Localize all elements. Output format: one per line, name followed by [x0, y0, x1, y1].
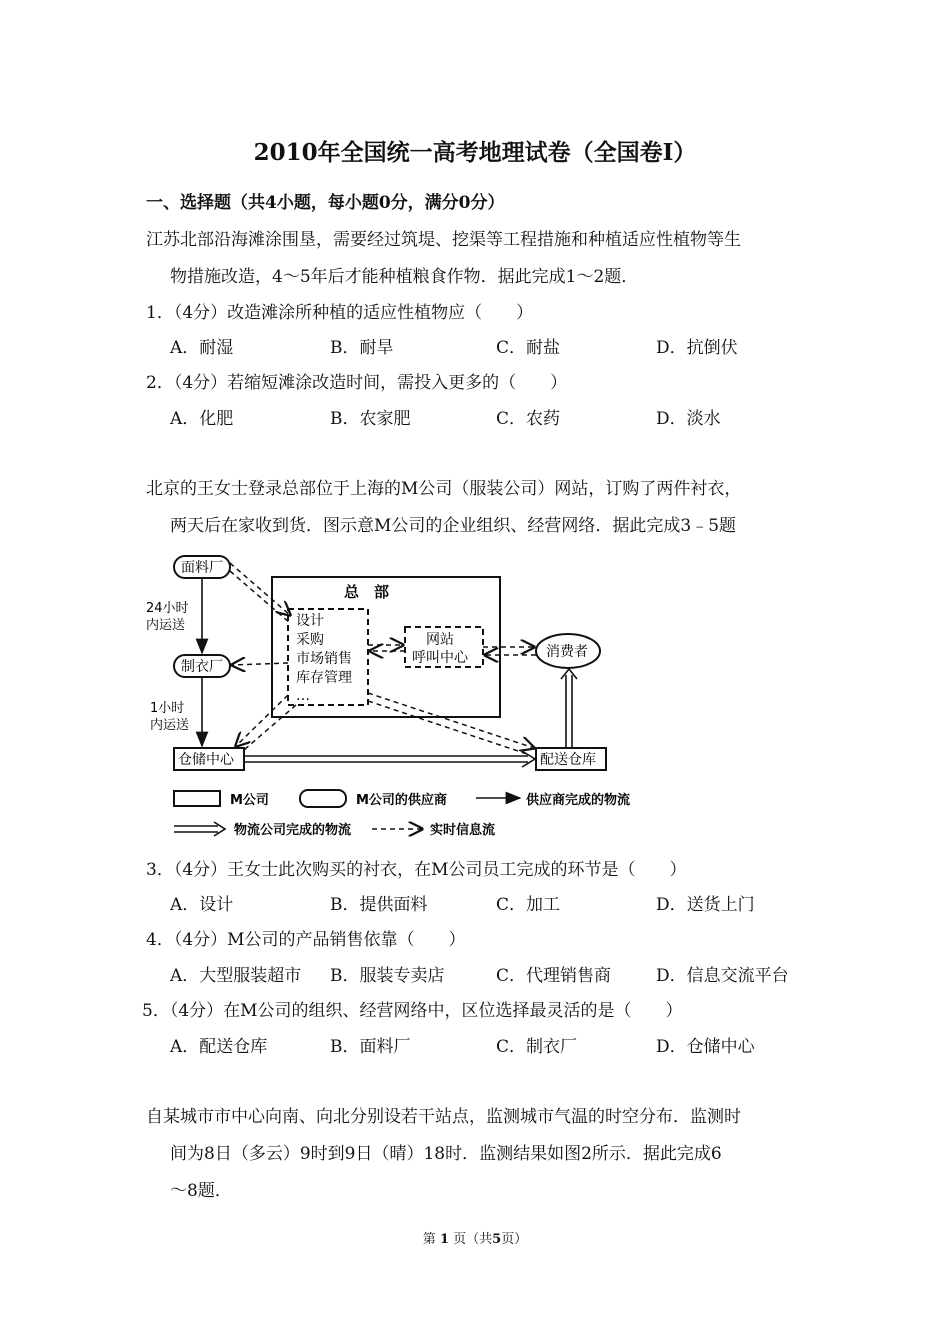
legend-logistics-swatch-head — [214, 822, 225, 836]
footer-total-pages: 5 — [492, 1232, 502, 1247]
question-5-stem: 5．（4分）在M公司的组织、经营网络中，区位选择最灵活的是（ ） — [142, 1001, 683, 1021]
question-1-stem: 1．（4分）改造滩涂所种植的适应性植物应（ ） — [146, 303, 534, 323]
dept-procurement: 采购 — [296, 632, 324, 648]
info-depts-garment — [232, 663, 288, 665]
footer-page-number: 1 — [439, 1232, 449, 1247]
question-2-option-b: B．农家肥 — [330, 409, 411, 429]
question-5-option-c: C．制衣厂 — [496, 1037, 578, 1057]
info-depts-warehouse — [236, 695, 288, 746]
distribution-warehouse-label: 配送仓库 — [540, 752, 596, 768]
question-2-option-d: D．淡水 — [656, 409, 721, 429]
legend-company-swatch — [174, 791, 220, 806]
question-4-stem: 4．（4分）M公司的产品销售依靠（ ） — [146, 930, 466, 950]
footer-suffix: 页） — [501, 1232, 528, 1247]
question-4-option-a: A．大型服装超市 — [170, 966, 302, 986]
passage-2-line-1: 北京的王女士登录总部位于上海的M公司（服装公司）网站，订购了两件衬衣， — [146, 479, 742, 499]
legend-info-label: 实时信息流 — [430, 823, 496, 838]
question-4-option-c: C．代理销售商 — [496, 966, 612, 986]
question-3-option-c: C．加工 — [496, 895, 561, 915]
question-4-option-b: B．服装专卖店 — [330, 966, 445, 986]
question-1-option-a: A．耐湿 — [170, 338, 234, 358]
question-2-option-c: C．农药 — [496, 409, 561, 429]
passage-3-line-2: 间为8日（多云）9时到9日（晴）18时．监测结果如图2所示．据此完成6 — [170, 1144, 722, 1164]
headquarters-label: 总 部 — [344, 583, 390, 601]
consumer-label: 消费者 — [546, 644, 588, 660]
legend-supplier-label: M公司的供应商 — [356, 793, 447, 808]
page-footer — [0, 1228, 950, 1247]
legend-supplier-logistics-label: 供应商完成的物流 — [526, 793, 631, 808]
fabric-factory-label: 面料厂 — [181, 560, 223, 576]
call-center-label: 呼叫中心 — [412, 650, 468, 666]
question-2-option-a: A．化肥 — [170, 409, 234, 429]
question-3-option-d: D．送货上门 — [656, 895, 755, 915]
passage-1-line-2: 物措施改造，4～5年后才能种植粮食作物．据此完成1～2题． — [170, 267, 639, 287]
section-heading: 一、选择题（共4小题，每小题0分，满分0分） — [146, 193, 505, 213]
question-3-option-b: B．提供面料 — [330, 895, 428, 915]
footer-middle: 页（共 — [453, 1232, 493, 1247]
info-depts-distribution — [368, 693, 534, 748]
question-2-stem: 2．（4分）若缩短滩涂改造时间，需投入更多的（ ） — [146, 373, 568, 393]
passage-1-line-1: 江苏北部沿海滩涂围垦，需要经过筑堤、挖渠等工程措施和种植适应性植物等生 — [146, 230, 741, 250]
passage-3-line-3: ～8题． — [170, 1181, 232, 1201]
question-4-option-d: D．信息交流平台 — [656, 966, 789, 986]
transport-1h-line1: 1小时 — [150, 701, 185, 716]
transport-1h-line2: 内运送 — [150, 718, 190, 733]
info-depts-distribution-2 — [368, 701, 530, 755]
question-1-option-c: C．耐盐 — [496, 338, 561, 358]
footer-prefix: 第 — [422, 1232, 436, 1247]
info-depts-warehouse-2 — [244, 705, 296, 750]
website-label: 网站 — [426, 632, 454, 648]
dept-design: 设计 — [296, 613, 324, 629]
transport-24h-line1: 24小时 — [146, 601, 189, 616]
dept-inventory: 库存管理 — [296, 670, 352, 686]
garment-factory-label: 制衣厂 — [181, 659, 223, 675]
question-5-option-b: B．面料厂 — [330, 1037, 411, 1057]
legend-logistics-label: 物流公司完成的物流 — [234, 823, 352, 838]
question-3-option-a: A．设计 — [170, 895, 234, 915]
question-5-option-a: A．配送仓库 — [170, 1037, 268, 1057]
dept-ellipsis: … — [296, 688, 310, 704]
company-network-diagram — [140, 545, 680, 845]
info-fabric-depts — [230, 563, 290, 615]
legend-supplier-swatch — [300, 790, 346, 807]
question-1-option-d: D．抗倒伏 — [656, 338, 738, 358]
dept-marketing: 市场销售 — [296, 651, 352, 667]
page-title: 2010年全国统一高考地理试卷（全国卷Ⅰ） — [253, 139, 697, 166]
info-fabric-depts-2 — [230, 571, 290, 623]
passage-2-line-2: 两天后在家收到货．图示意M公司的企业组织、经营网络．据此完成3﹣5题 — [170, 516, 737, 536]
question-3-stem: 3．（4分）王女士此次购买的衬衣，在M公司员工完成的环节是（ ） — [146, 860, 687, 880]
transport-24h-line2: 内运送 — [146, 618, 186, 633]
question-1-option-b: B．耐旱 — [330, 338, 394, 358]
legend-company-label: M公司 — [230, 793, 269, 808]
passage-3-line-1: 自某城市市中心向南、向北分别设若干站点，监测城市气温的时空分布．监测时 — [146, 1107, 741, 1127]
arrow-distribution-to-consumer-head — [561, 669, 577, 679]
question-5-option-d: D．仓储中心 — [656, 1037, 755, 1057]
warehouse-center-label: 仓储中心 — [178, 752, 234, 768]
